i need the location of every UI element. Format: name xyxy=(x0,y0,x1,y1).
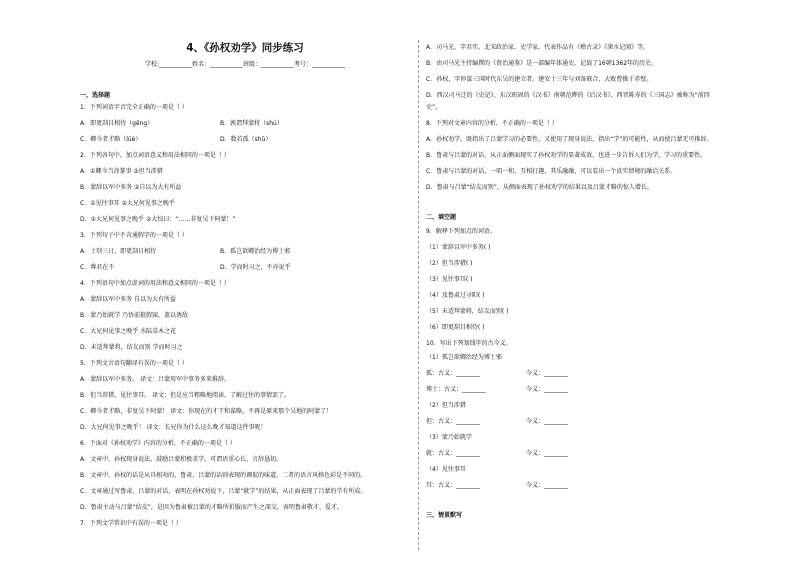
old-meaning-blank: 就：古义：________ xyxy=(426,450,481,457)
column-divider xyxy=(418,40,419,550)
old-meaning-blank: 耳：古义：________ xyxy=(426,482,481,489)
fill-item: （6）即更刮目相待( ) xyxy=(426,324,485,331)
page-title: 4、《孙权劝学》同步练习 xyxy=(186,42,304,54)
question: 3．下列句子中不含通假字的一项是（ ） xyxy=(80,232,188,239)
option: B．蒙辞以军中多务 ②自以为大有所益 xyxy=(80,184,182,191)
old-meaning-blank: 孤：古义：________ xyxy=(426,370,481,377)
option: D．未适拜蒙将，结友而别 学而时习之 xyxy=(80,344,183,351)
option: D．①大兄何见事之晚乎 ②大惊曰：“……非复吴下阿蒙！” xyxy=(80,216,236,223)
option: A．士别三日，即更刮目相待 xyxy=(80,248,157,255)
question: 10．写出下列划线字的古今义。 xyxy=(426,340,512,347)
option: D．大兄何见事之晚乎！ 译文：长兄你为什么这么晚才知道这件事呢！ xyxy=(80,424,267,431)
fill-item: （2）但当涉猎( ) xyxy=(426,260,473,267)
new-meaning-blank: 今义：________ xyxy=(526,450,569,457)
option: C．文章通过写鲁肃、吕蒙的对话，表明在孙权劝说下，吕蒙“就学”的结果，从正面表现了吕蒙的学有所成。 xyxy=(80,488,367,495)
fill-item: （4）见往事耳 xyxy=(426,466,466,473)
question: 9．解释下列加点的词语。 xyxy=(426,228,496,235)
fill-item: （4）及鲁肃过寻阳( ) xyxy=(426,292,485,299)
fill-item: （5）未适拜蒙将，结友而别( ) xyxy=(426,308,509,315)
new-meaning-blank: 今义：________ xyxy=(526,418,569,425)
option: D．西汉司马迁的《史记》、东汉班固的《汉书》南朝范晔的《后汉书》、西晋陈寿的《三国志》被称为“前四 xyxy=(426,92,710,99)
option: D．学而时习之，不亦说乎 xyxy=(220,264,291,271)
new-meaning-blank: 今义：________ xyxy=(526,482,569,489)
old-meaning-blank: 博士：古义：________ xyxy=(426,386,487,393)
old-meaning-blank: 但：古义：________ xyxy=(426,418,481,425)
question: 5．下列文言语句翻译有误的一项是（ ） xyxy=(80,360,188,367)
option: A．即更刮目相待（gēng） xyxy=(80,120,154,127)
option: C．大兄何见事之晚乎 水陆草木之花 xyxy=(80,328,177,335)
option: B．文章中，孙权的话是从具相劝的，鲁肃、吕蒙的话则表现的调侃的味道，二者的语言风格色彩是不同的。 xyxy=(80,472,367,479)
option: B．但当涉猎，见往事耳。 译文：但是应当粗略地阅读，了解过往的事情罢了。 xyxy=(80,392,291,399)
section-heading: 三、情景默写 xyxy=(426,512,463,519)
option: B．鲁肃与吕蒙的对话，从正面侧面现实了孙权劝学的显著成效，也进一步告诉人们为学，学习的重要性。 xyxy=(426,152,707,159)
question: 8．下列对文章内容的分析，不正确的一项是（ ） xyxy=(426,120,558,127)
option: C．卿今者才略，非复吴下阿蒙！ 译文：你现在的才干和谋略，不再是原来那个吴地的阿蒙了！ xyxy=(80,408,333,415)
fill-item: （3）蒙乃始就学 xyxy=(426,434,472,441)
option: D．数若孤（shǔ） xyxy=(220,136,272,143)
option: A．孙权劝学，既指出了吕蒙学习的必要性，又使用了现身说法，指出“学”的可能性，从而使吕蒙无可推辞。 xyxy=(426,136,713,143)
option: A．①卿今当涂掌事 ②但当涉猎 xyxy=(80,168,163,175)
option: A．司马光，字君实，北宋政治家、史学家。代表作品有《稽古录》《涑水记闻》等。 xyxy=(426,44,650,51)
option: C．①见往事耳 ②大兄何见事之晚乎 xyxy=(80,200,175,207)
option: C．鲁肃与吕蒙的对话，一唱一和，互相打趣，其乐融融，可以看出一个真实情境的融洽关系。 xyxy=(426,168,677,175)
new-meaning-blank: 今义：________ xyxy=(526,370,569,377)
question: 1．下列词语字音完全正确的一项是（ ） xyxy=(80,104,188,111)
option: C．孙权，字仲谋三国时代东吴的建立者。建安十三年与刘备联合，大败曹操于赤壁。 xyxy=(426,76,653,83)
option: A．蒙辞以军中多务 自以为大有所益 xyxy=(80,296,177,303)
option: B．孤岂欲卿治经为博士邪 xyxy=(220,248,291,255)
fill-item: （3）见往事耳( ) xyxy=(426,276,473,283)
fill-item: （1）蒙辞以军中多务( ) xyxy=(426,244,491,251)
option: B．孰谓拜蒙将（shú） xyxy=(220,120,283,127)
option-continued: 史”。 xyxy=(426,104,442,111)
section-heading: 二、填空题 xyxy=(426,214,457,221)
option: A．文章中，孙权现身说法，鼓励吕蒙积极求学，可谓语重心长，言辞恳切。 xyxy=(80,456,283,463)
question: 6．下面对《孙权劝学》内容的分析，不正确的一项是（ ） xyxy=(80,440,236,447)
question: 7．下列文学常识中有误的一项是（ ） xyxy=(80,520,182,527)
student-info-line: 学校:___________姓名：___________班级：___________考号：___________ xyxy=(144,61,346,68)
option: C．尊君在不 xyxy=(80,264,115,271)
question: 2．下列各句中，加点词语意义和用法相同的一项是（ ） xyxy=(80,152,230,159)
option: A．蒙辞以军中多务。 译文：吕蒙用军中事务多来推辞。 xyxy=(80,376,231,383)
question: 4．下列语句中加点虚词的用法和意义相同的一项是（ ） xyxy=(80,280,230,287)
option: B．蒙乃始就学 乃悟前狼假寐，盖以诱敌 xyxy=(80,312,189,319)
section-heading: 一、选择题 xyxy=(80,92,111,99)
new-meaning-blank: 今义：________ xyxy=(526,386,569,393)
fill-item: （1）孤岂欲卿治经为博士邪 xyxy=(426,354,502,361)
option: D．鲁肃与吕蒙“结友而别”，从侧面表现了孙权劝学的结果以及吕蒙才略的惊人增长。 xyxy=(426,184,653,191)
option: C．卿今者才略（lüè） xyxy=(80,136,142,143)
fill-item: （2）但当涉猎 xyxy=(426,402,466,409)
option: B．由司马光主持编撰的《资治通鉴》是一部编年体通史，记载了16朝1362年的历史。 xyxy=(426,60,658,67)
option: D．鲁肃主动与吕蒙“结友”，是因为鲁肃被吕蒙的才略所折服而产生之深交，表明鲁肃敬才、爱才。 xyxy=(80,504,343,511)
